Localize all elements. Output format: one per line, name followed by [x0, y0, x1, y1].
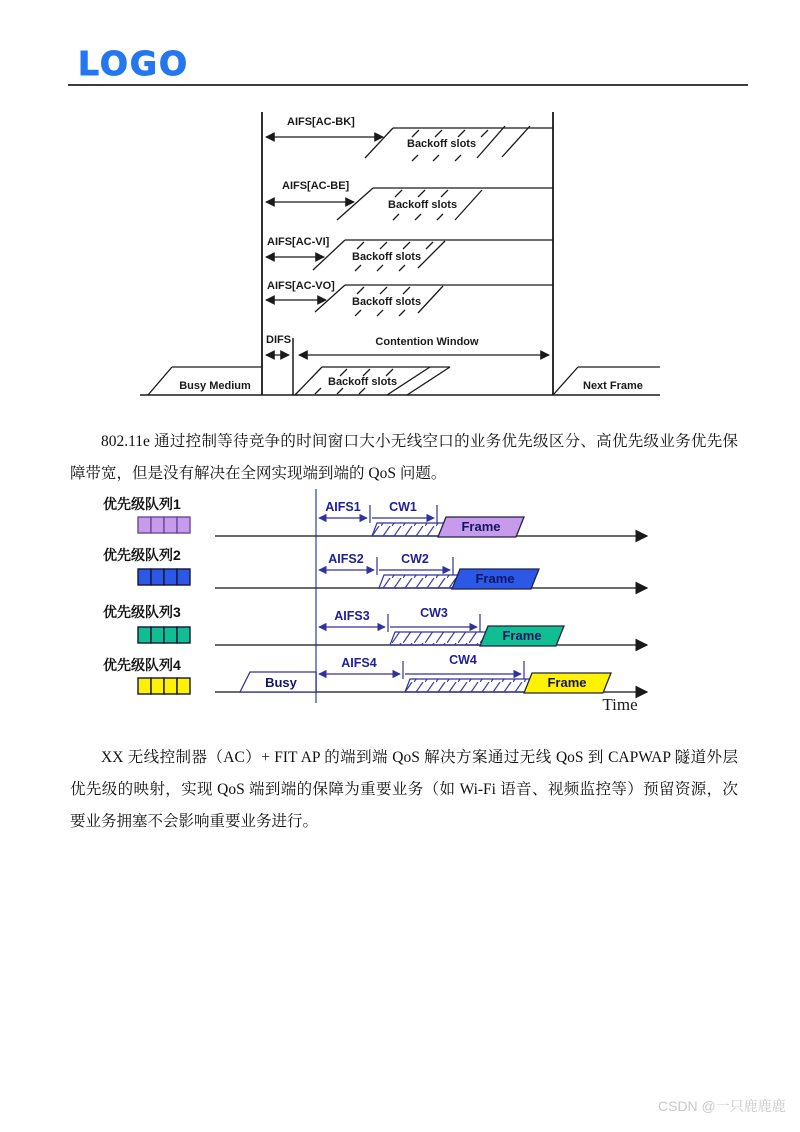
- time-axis-label: Time: [602, 695, 638, 714]
- logo: LOGO: [78, 44, 190, 83]
- watermark: CSDN @一只鹿鹿鹿: [658, 1098, 786, 1114]
- backoff-slots-label: Backoff slots: [407, 138, 477, 150]
- queue1-row: [319, 500, 524, 537]
- aifs-ac-bk-label: AIFS[AC-BK]: [287, 116, 355, 128]
- queue2-label: 优先级队列2: [103, 547, 181, 563]
- queue1-frame-label: Frame: [461, 519, 501, 534]
- cw2-label: CW2: [401, 552, 429, 566]
- queue4-row: [240, 653, 611, 693]
- contention-window-label: Contention Window: [375, 336, 479, 348]
- queue3-frame-label: Frame: [502, 628, 542, 643]
- queue1-label: 优先级队列1: [103, 496, 181, 512]
- backoff-slots-label: Backoff slots: [352, 251, 422, 263]
- cw1-label: CW1: [389, 500, 417, 514]
- edca-bottom-strip: [148, 334, 660, 395]
- aifs1-label: AIFS1: [325, 500, 361, 514]
- edca-row-ac-vi: [266, 236, 553, 271]
- queue2-row: [319, 552, 539, 589]
- aifs3-label: AIFS3: [334, 609, 370, 623]
- priority-queue-diagram: [95, 487, 695, 715]
- header-divider: [68, 84, 748, 86]
- queue3-row: [319, 606, 564, 646]
- queue2-blocks: [138, 569, 190, 585]
- paragraph-80211e: 802.11e 通过控制等待竞争的时间窗口大小无线空口的业务优先级区分、高优先级业务优先保障带宽，但是没有解决在全网实现端到端的 QoS 问题。: [70, 432, 738, 482]
- paragraph-ac-fitap: XX 无线控制器（AC）+ FIT AP 的端到端 QoS 解决方案通过无线 QoS 到 CAPWAP 隧道外层优先级的映射，实现 QoS 端到端的保障为重要业务（如 Wi-Fi 语音、视频监控等）预留资源，次要业务拥塞不会影响重要业务进行。: [70, 748, 738, 830]
- queue4-blocks: [138, 678, 190, 694]
- edca-row-ac-vo: [266, 280, 553, 316]
- difs-label: DIFS: [266, 334, 292, 346]
- backoff-slots-label: Backoff slots: [352, 296, 422, 308]
- aifs4-label: AIFS4: [341, 656, 377, 670]
- cw3-label: CW3: [420, 606, 448, 620]
- edca-row-ac-bk: [266, 116, 553, 161]
- backoff-slots-label: Backoff slots: [388, 199, 458, 211]
- aifs-ac-be-label: AIFS[AC-BE]: [282, 180, 350, 192]
- queue4-frame-label: Frame: [547, 675, 587, 690]
- queue3-blocks: [138, 627, 190, 643]
- cw4-label: CW4: [449, 653, 477, 667]
- queue4-label: 优先级队列4: [103, 657, 181, 673]
- edca-row-ac-be: [266, 180, 553, 220]
- busy-medium-label: Busy Medium: [179, 380, 251, 392]
- aifs-ac-vi-label: AIFS[AC-VI]: [267, 236, 330, 248]
- busy-label: Busy: [265, 675, 297, 690]
- aifs2-label: AIFS2: [328, 552, 364, 566]
- queue-legend: [103, 496, 190, 694]
- queue1-blocks: [138, 517, 190, 533]
- edca-backoff-diagram: [115, 105, 670, 405]
- next-frame-label: Next Frame: [583, 380, 643, 392]
- aifs-ac-vo-label: AIFS[AC-VO]: [267, 280, 335, 292]
- queue3-label: 优先级队列3: [103, 604, 181, 620]
- queue2-frame-label: Frame: [475, 571, 515, 586]
- backoff-slots-bottom-label: Backoff slots: [328, 376, 398, 388]
